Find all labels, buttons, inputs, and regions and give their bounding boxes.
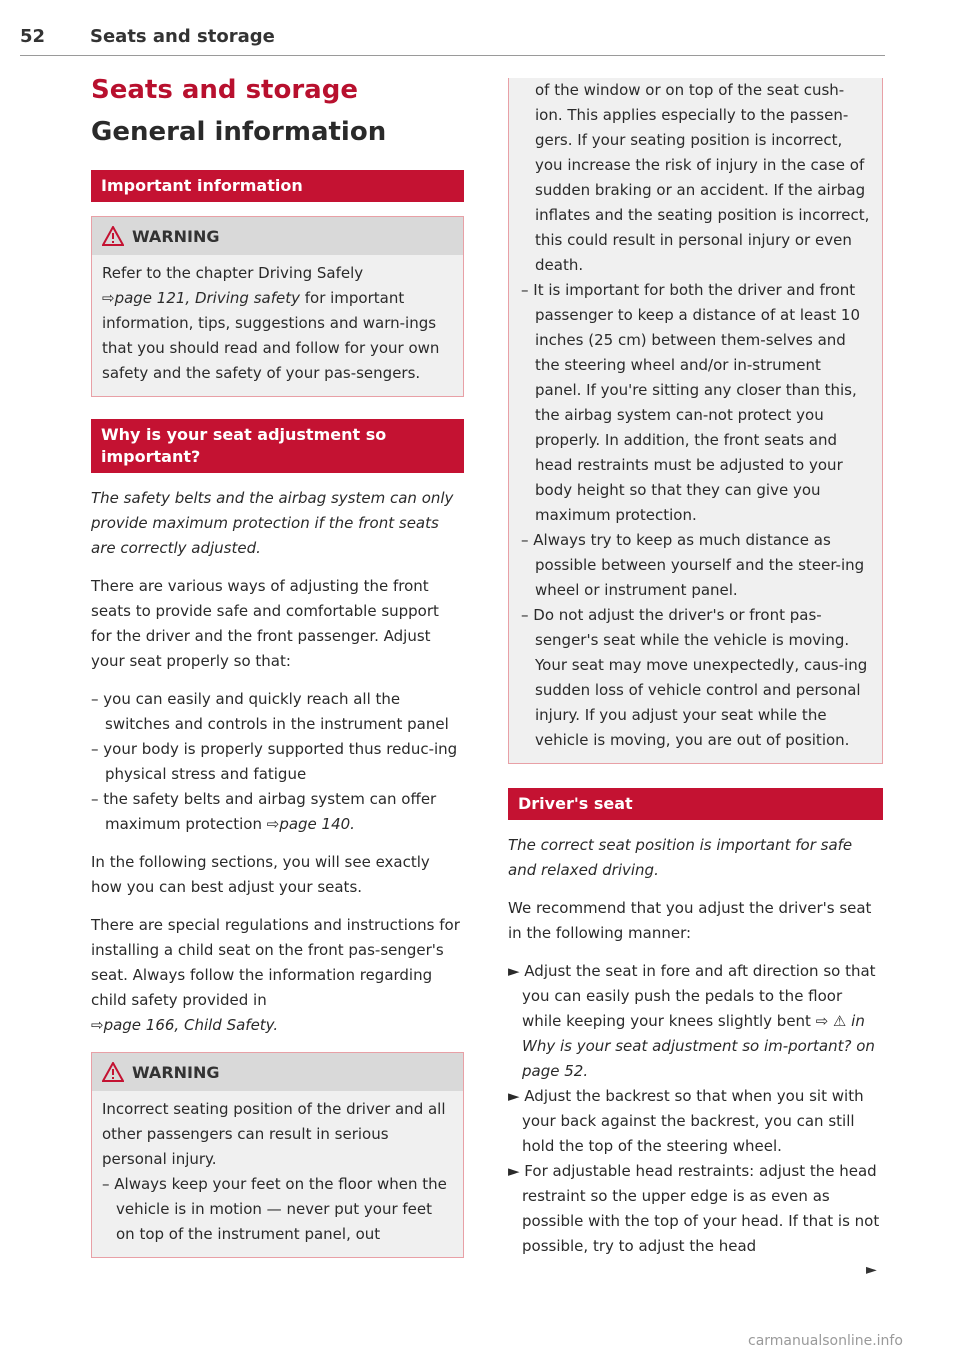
step-item bbox=[508, 959, 883, 1084]
warning-text: Refer to the chapter Driving Safely bbox=[102, 264, 364, 282]
paragraph: In the following sections, you will see exactly how you can best adjust your seats. bbox=[91, 853, 430, 896]
step-text: ► Adjust the seat in fore and aft direction so that you can easily push the pedals to the floor while keeping your knees slightly bent bbox=[508, 962, 876, 1030]
list-item-text: – the safety belts and airbag system can offer maximum protection bbox=[91, 790, 437, 833]
paragraph-text: There are special regulations and instructions for installing a child seat on the front pas-senger's seat. Always follow the information regarding child safety provided in bbox=[91, 916, 460, 1009]
page-number: 52 bbox=[20, 26, 46, 47]
warning-box-2 bbox=[91, 1052, 464, 1258]
left-column bbox=[91, 60, 464, 1258]
list-item: – your body is properly supported thus reduc-ing physical stress and fatigue bbox=[91, 740, 458, 783]
step-item: ► For adjustable head restraints: adjust the head restraint so the upper edge is as even as possible with the top of your head. If that is not possible, try to adjust the head bbox=[508, 1162, 880, 1255]
warning-header bbox=[92, 217, 463, 255]
steps-list bbox=[508, 959, 883, 1259]
section-bar-important: Important information bbox=[91, 170, 464, 202]
adjust-list bbox=[91, 687, 464, 837]
warning-header bbox=[92, 1053, 463, 1091]
intro-italic: The safety belts and the airbag system can only provide maximum protection if the front seats are correctly adjusted. bbox=[91, 489, 454, 557]
footer-watermark: carmanualsonline.info bbox=[748, 1333, 903, 1349]
warning-text: Incorrect seating position of the driver and all other passengers can result in serious personal injury. bbox=[102, 1100, 446, 1168]
warning-triangle-icon bbox=[102, 1062, 124, 1082]
warning-text-cont: for important information, tips, suggestions and warn-ings that you should read and follow for your own safety and the safety of your pas-sengers. bbox=[102, 289, 440, 382]
page-ref-link[interactable]: ⇨page 121, Driving safety bbox=[102, 289, 300, 307]
right-column bbox=[508, 60, 883, 1259]
warning-text: of the window or on top of the seat cush-ion. This applies especially to the passen-gers. If your seating position is incorrect, you increase the risk of injury in the case of sudden braking or an accident. If the airbag inflates and the seating position is incorrect, this could result in personal injury or even death. bbox=[535, 81, 870, 274]
running-title: Seats and storage bbox=[90, 26, 275, 47]
list-item: – you can easily and quickly reach all the switches and controls in the instrument panel bbox=[91, 690, 449, 733]
page-ref-link[interactable]: ⇨page 166, Child Safety. bbox=[91, 1016, 279, 1034]
warning-item: – Always try to keep as much distance as possible between yourself and the steer-ing wheel or instrument panel. bbox=[521, 531, 865, 599]
warning-item: – Do not adjust the driver's or front pas-senger's seat while the vehicle is moving. Your seat may move unexpectedly, caus-ing sudden loss of vehicle control and personal injury. If you adjust your seat while the vehicle is moving, you are out of position. bbox=[521, 606, 868, 749]
list-item bbox=[91, 787, 464, 837]
warning-item: – It is important for both the driver and front passenger to keep a distance of at least 10 inches (25 cm) between them-selves and the steering wheel and/or in-strument panel. If you're sitting any closer than this, the airbag system can-not protect you properly. In addition, the front seats and head restraints must be adjusted to your body height so that they can give you maximum protection. bbox=[521, 281, 860, 524]
warning-body bbox=[92, 1091, 463, 1257]
intro-italic: The correct seat position is important for safe and relaxed driving. bbox=[508, 836, 853, 879]
warning-body bbox=[92, 255, 463, 396]
paragraph bbox=[91, 913, 464, 1038]
section-title: General information bbox=[91, 117, 387, 147]
paragraph: We recommend that you adjust the driver's seat in the following manner: bbox=[508, 899, 872, 942]
warning-item: – Always keep your feet on the floor when the vehicle is in motion — never put your feet on top of the instrument panel, out bbox=[102, 1175, 447, 1243]
page-ref-link[interactable]: ⇨page 140. bbox=[261, 815, 355, 833]
section-bar-why: Why is your seat adjustment so important? bbox=[91, 419, 464, 473]
warning-box-2-continued bbox=[508, 78, 883, 764]
paragraph: There are various ways of adjusting the front seats to provide safe and comfortable support for the driver and the front passenger. Adjust your seat properly so that: bbox=[91, 577, 439, 670]
warning-triangle-icon bbox=[102, 226, 124, 246]
step-item: ► Adjust the backrest so that when you sit with your back against the backrest, you can still hold the top of the steering wheel. bbox=[508, 1087, 864, 1155]
section-bar-drivers-seat: Driver's seat bbox=[508, 788, 883, 820]
warning-title: WARNING bbox=[132, 1062, 220, 1082]
chapter-title: Seats and storage bbox=[91, 75, 358, 105]
page-ref-link[interactable]: ⇨ ⚠ in Why is your seat adjustment so im-portant? on page 52. bbox=[522, 1012, 875, 1080]
warning-box-1 bbox=[91, 216, 464, 397]
running-head bbox=[20, 26, 885, 56]
continue-arrow-icon: ► bbox=[866, 1262, 877, 1278]
warning-title: WARNING bbox=[132, 226, 220, 246]
